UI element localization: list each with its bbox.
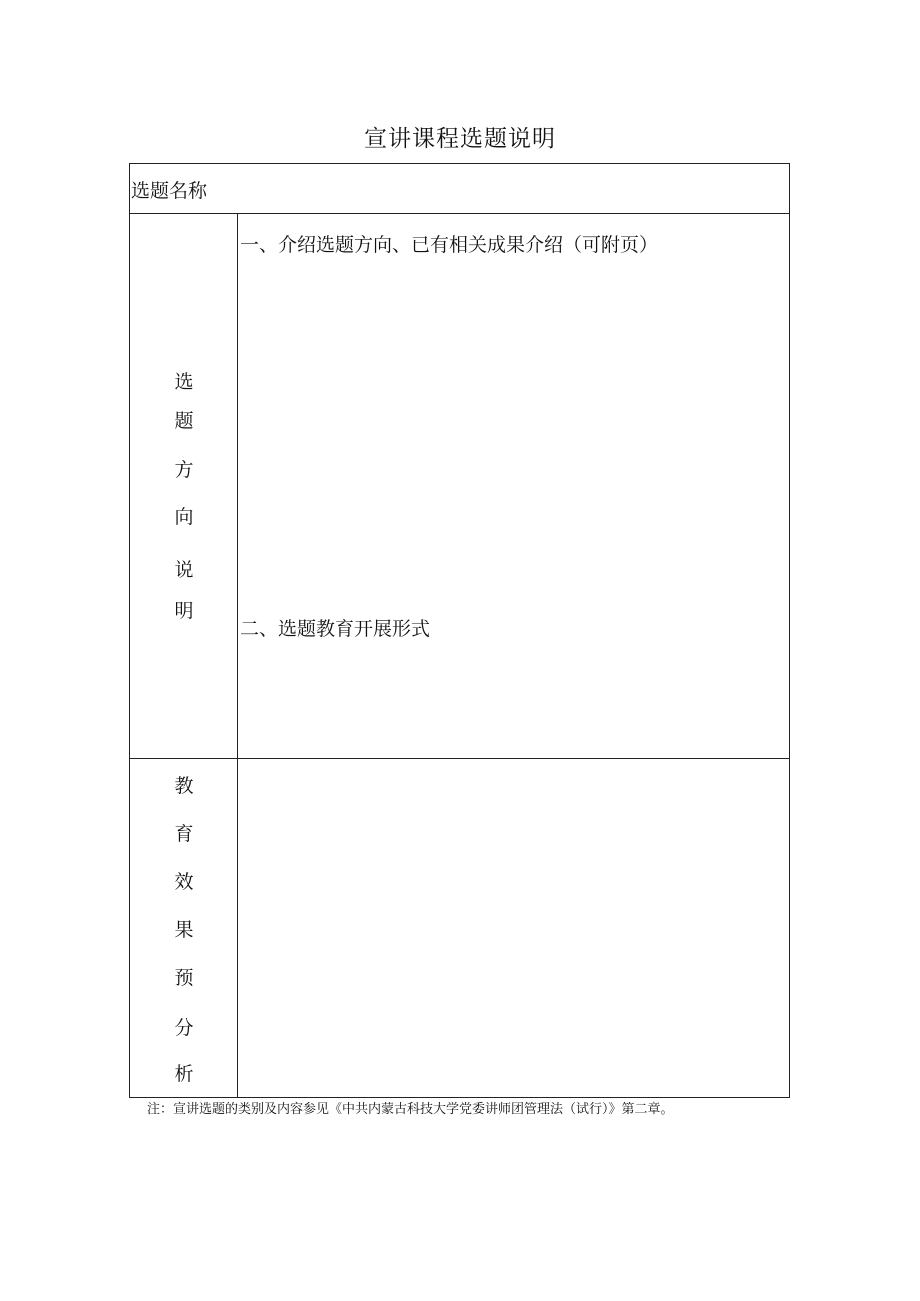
topic-name-label: 选题名称: [131, 180, 208, 202]
effect-label-char: 析: [174, 1063, 194, 1085]
effect-label-char: 预: [174, 967, 194, 989]
footnote: 注：宣讲选题的类别及内容参见《中共内蒙古科技大学党委讲师团管理法（试行）》第二章。: [147, 1102, 674, 1117]
direction-label-char: 题: [174, 410, 194, 432]
topic-direction-row: [130, 214, 789, 759]
page-title: 宣讲课程选题说明: [364, 126, 556, 152]
effect-label-char: 分: [174, 1017, 194, 1039]
education-effect-row: [130, 759, 789, 1097]
direction-label-char: 选: [174, 371, 194, 393]
education-effect-label-cell: [130, 759, 238, 1097]
direction-label-char: 向: [174, 506, 194, 528]
topic-direction-label-cell: [130, 214, 238, 758]
direction-label-char: 说: [174, 559, 194, 581]
section-one-heading: 一、介绍选题方向、已有相关成果介绍（可附页）: [240, 234, 659, 256]
effect-label-char: 育: [174, 823, 194, 845]
topic-description-table: [129, 163, 790, 1098]
section-two-heading: 二、选题教育开展形式: [240, 618, 431, 640]
effect-label-char: 果: [174, 919, 194, 941]
effect-label-char: 教: [174, 775, 194, 797]
topic-direction-content-cell[interactable]: [238, 214, 789, 758]
education-effect-content-cell[interactable]: [238, 759, 789, 1097]
direction-label-char: 方: [174, 459, 194, 481]
topic-name-row: [130, 164, 789, 214]
direction-label-char: 明: [174, 600, 194, 622]
effect-label-char: 效: [174, 871, 194, 893]
